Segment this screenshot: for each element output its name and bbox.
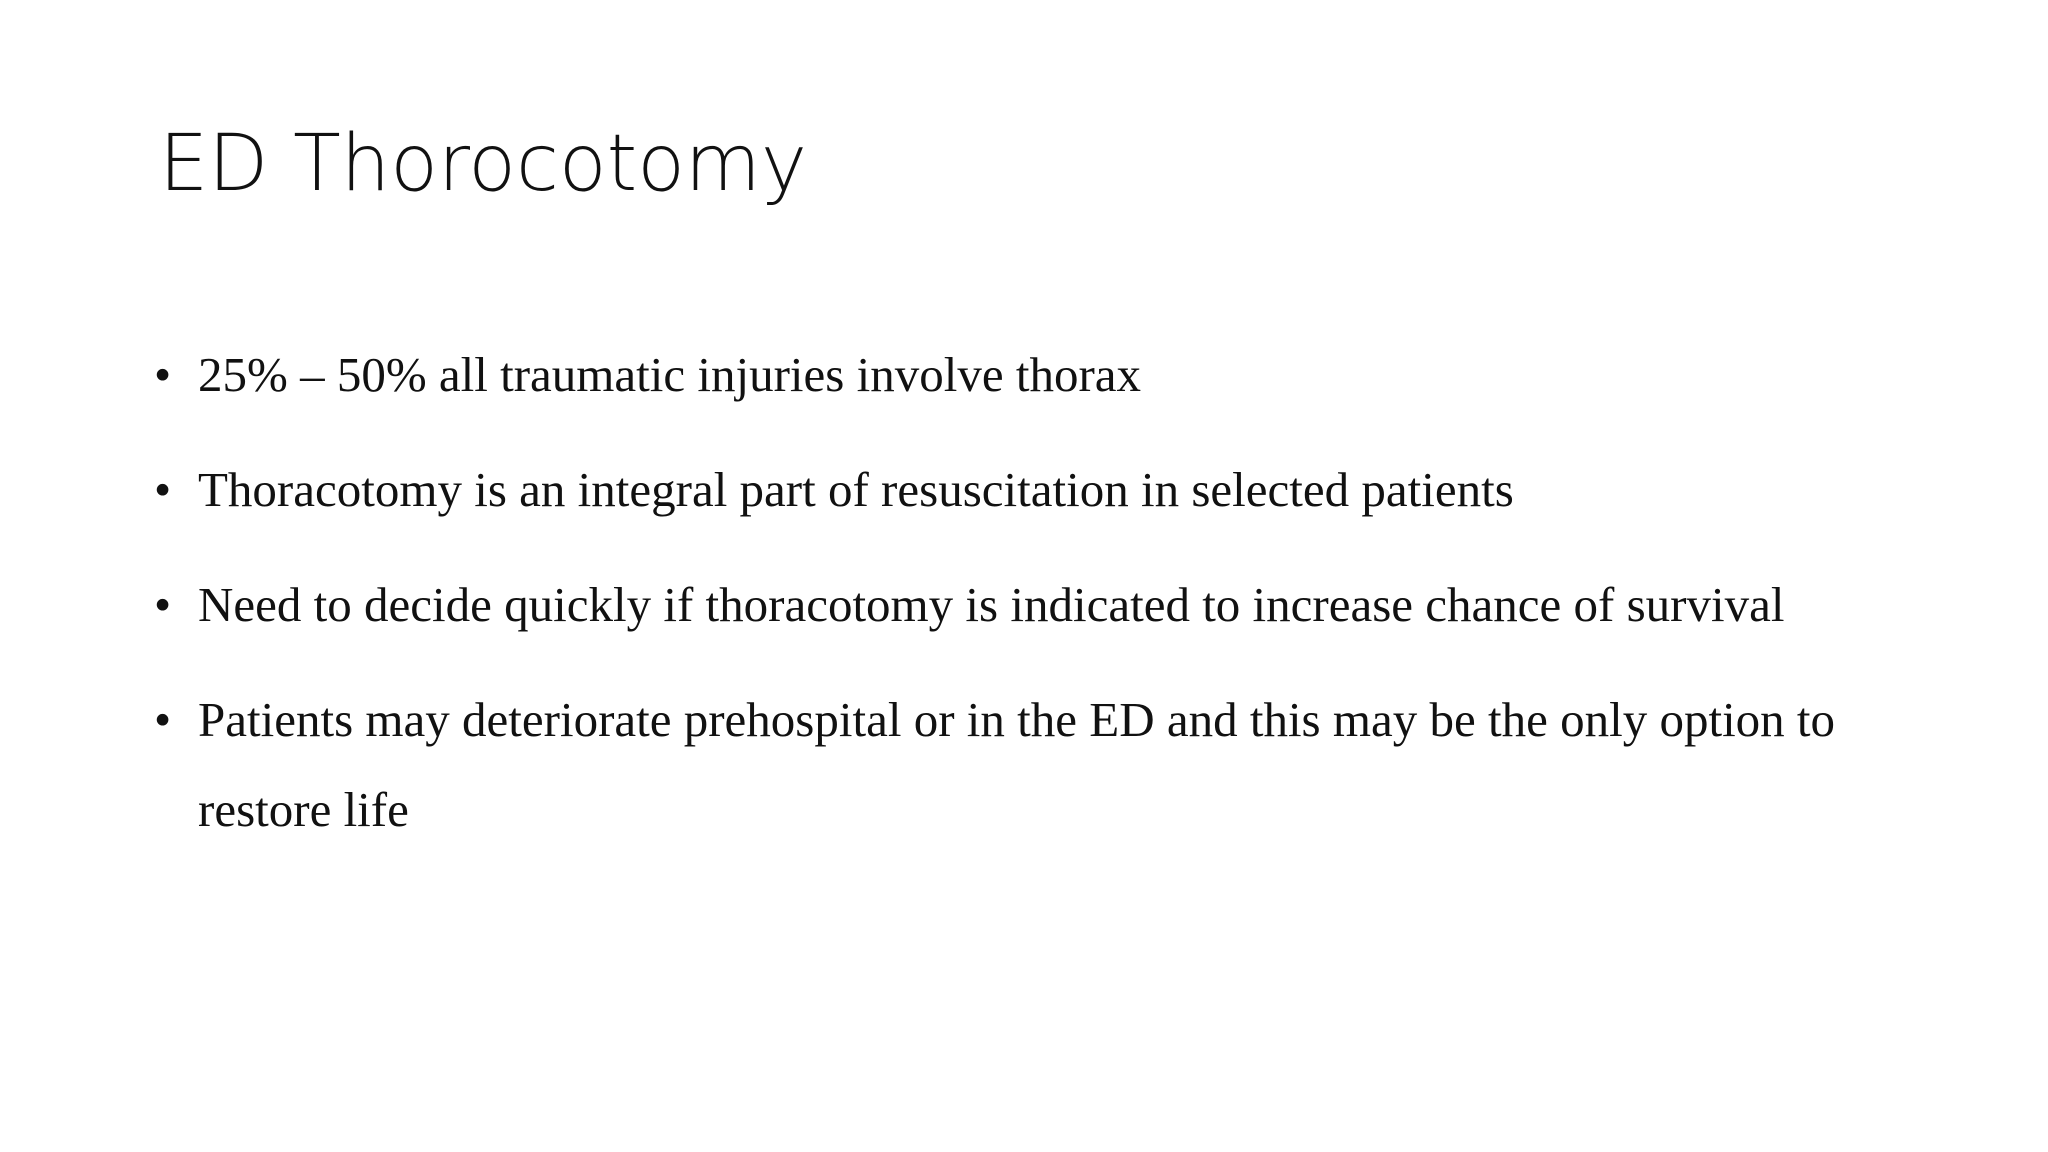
- bullet-list: [154, 330, 1914, 880]
- bullet-text: 25% – 50% all traumatic injuries involve thorax: [198, 347, 1142, 402]
- bullet-text: Thoracotomy is an integral part of resuscitation in selected patients: [198, 462, 1514, 517]
- bullet-text: Patients may deteriorate prehospital or in the ED and this may be the only option to restore life: [198, 692, 1836, 837]
- bullet-icon: •: [154, 462, 172, 517]
- bullet-item: [154, 445, 1914, 535]
- bullet-icon: •: [154, 347, 172, 402]
- bullet-item: [154, 330, 1914, 420]
- bullet-icon: •: [154, 692, 172, 747]
- bullet-item: [154, 675, 1914, 855]
- slide-title: ED Thorocotomy: [159, 119, 808, 209]
- bullet-icon: •: [154, 577, 172, 632]
- bullet-item: [154, 560, 1914, 650]
- bullet-text: Need to decide quickly if thoracotomy is indicated to increase chance of survival: [198, 577, 1785, 632]
